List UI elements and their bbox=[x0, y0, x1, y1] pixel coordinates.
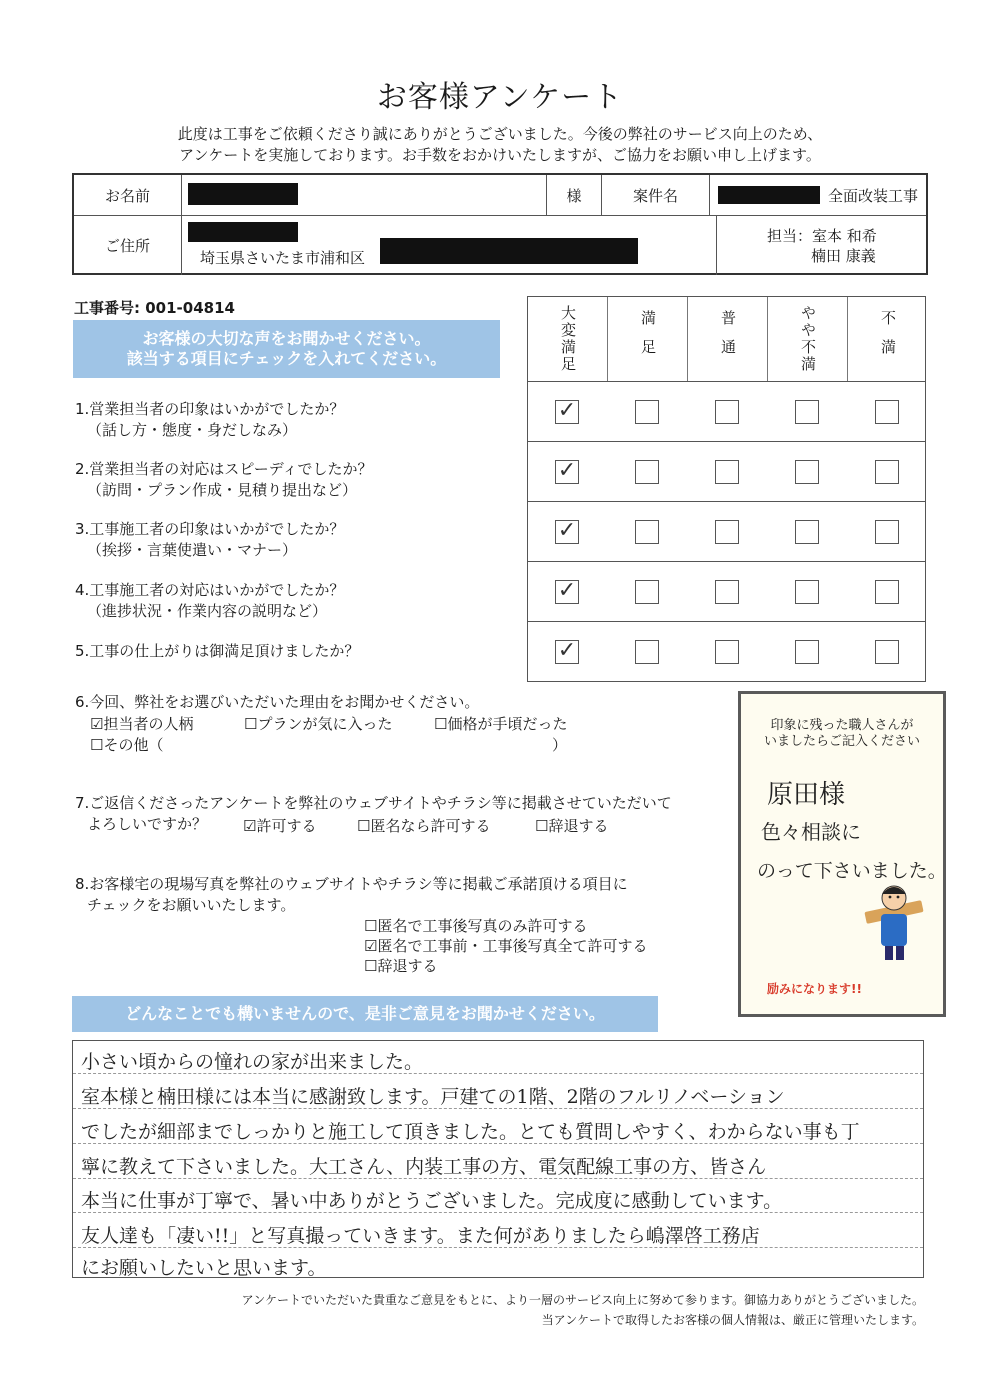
q6-option-2-label: プランが気に入った bbox=[257, 715, 393, 733]
staff-line-1: 担当：室本 和希 bbox=[767, 226, 877, 245]
q7-option-3-label: 辞退する bbox=[548, 817, 609, 835]
q8-option-2[interactable] bbox=[364, 935, 647, 956]
q6-option-1-label: 担当者の人柄 bbox=[103, 715, 194, 733]
checkbox-mark[interactable]: ☑ bbox=[243, 817, 257, 835]
rating-checkbox[interactable] bbox=[715, 460, 739, 484]
q8-option-3[interactable] bbox=[364, 955, 437, 976]
question-7-line-2: よろしいですか？ bbox=[87, 815, 208, 833]
rating-checkbox[interactable] bbox=[635, 580, 659, 604]
honorific-label: 様 bbox=[547, 175, 602, 215]
question-5-text: 5.工事の仕上がりは御満足頂けましたか？ bbox=[75, 642, 360, 660]
project-field bbox=[710, 175, 926, 215]
comment-box bbox=[72, 1040, 924, 1278]
q7-option-1-label: 許可する bbox=[256, 817, 317, 835]
craftsman-heading-2: いましたらご記入ください bbox=[763, 734, 920, 749]
rating-header-neutral: 普通 bbox=[719, 310, 737, 368]
rating-checkbox[interactable] bbox=[875, 640, 899, 664]
project-redaction bbox=[718, 186, 820, 204]
q7-option-3[interactable] bbox=[535, 815, 608, 836]
rating-checkbox[interactable] bbox=[715, 400, 739, 424]
question-2 bbox=[75, 459, 373, 501]
staff-line-2: 楠田 康義 bbox=[811, 246, 876, 265]
question-1 bbox=[75, 399, 344, 441]
question-4-sub: （進捗状況・作業内容の説明など） bbox=[87, 602, 328, 620]
q6-option-3-label: 価格が手頃だった bbox=[447, 715, 568, 733]
checkbox-mark[interactable]: ☐ bbox=[364, 957, 378, 975]
checkbox-mark[interactable]: ☐ bbox=[357, 817, 371, 835]
rating-checkbox[interactable] bbox=[795, 520, 819, 544]
instruction-banner bbox=[73, 320, 500, 378]
q8-option-3-label: 辞退する bbox=[377, 957, 438, 975]
name-label: お名前 bbox=[74, 175, 182, 215]
rating-grid bbox=[527, 296, 926, 682]
q7-option-2-label: 匿名なら許可する bbox=[370, 817, 491, 835]
rating-header-very-satisfied: 大変満足 bbox=[559, 305, 577, 373]
craftsman-heading bbox=[741, 718, 943, 750]
banner-line-2: 該当する項目にチェックを入れてください。 bbox=[126, 349, 447, 368]
checkbox-mark[interactable]: ☑ bbox=[364, 937, 378, 955]
checkbox-mark[interactable]: ☐ bbox=[535, 817, 549, 835]
q6-option-2[interactable] bbox=[244, 713, 392, 734]
question-2-text: 2.営業担当者の対応はスピーディでしたか？ bbox=[75, 460, 373, 478]
craftsman-footer: 励みになります!! bbox=[767, 982, 862, 996]
intro-line-1: 此度は工事をご依頼くださり誠にありがとうございました。今後の弊社のサービス向上のため、 bbox=[177, 125, 823, 143]
rating-checkbox[interactable] bbox=[875, 460, 899, 484]
rating-checkbox[interactable]: ✓ bbox=[555, 580, 579, 604]
q7-option-1[interactable] bbox=[243, 815, 316, 836]
q6-option-1[interactable] bbox=[90, 713, 193, 734]
rating-checkbox[interactable]: ✓ bbox=[555, 400, 579, 424]
question-2-sub: （訪問・プラン作成・見積り提出など） bbox=[87, 481, 358, 499]
rating-checkbox[interactable] bbox=[795, 400, 819, 424]
checkbox-mark[interactable]: ☑ bbox=[90, 715, 104, 733]
comment-line-3: でしたが細部までしっかりと施工して頂きました。とても質問しやすく、わからない事も丁 bbox=[81, 1121, 860, 1143]
comment-line-4: 寧に教えて下さいました。大工さん、内装工事の方、電気配線工事の方、皆さん bbox=[81, 1156, 767, 1178]
question-1-sub: （話し方・態度・身だしなみ） bbox=[87, 421, 298, 439]
staff-field bbox=[717, 216, 926, 275]
rating-checkbox[interactable] bbox=[875, 400, 899, 424]
question-8-line-2: チェックをお願いいたします。 bbox=[87, 896, 296, 914]
rating-checkbox[interactable] bbox=[715, 520, 739, 544]
rating-checkbox[interactable]: ✓ bbox=[555, 460, 579, 484]
question-3 bbox=[75, 519, 344, 561]
handwritten-name: 原田様 bbox=[767, 780, 846, 810]
rating-checkbox[interactable]: ✓ bbox=[555, 640, 579, 664]
page-title: お客様アンケート bbox=[376, 80, 624, 115]
comment-line-7: にお願いしたいと思います。 bbox=[81, 1257, 327, 1279]
project-value: 全面改装工事 bbox=[828, 187, 919, 205]
rating-checkbox[interactable] bbox=[715, 640, 739, 664]
postal-redaction bbox=[188, 222, 298, 242]
rating-checkbox[interactable] bbox=[875, 520, 899, 544]
q6-option-3[interactable] bbox=[434, 713, 567, 734]
checkbox-mark[interactable]: ☐ bbox=[244, 715, 258, 733]
rating-checkbox[interactable] bbox=[635, 520, 659, 544]
project-label: 案件名 bbox=[602, 175, 710, 215]
comment-banner: どんなことでも構いませんので、是非ご意見をお聞かせください。 bbox=[72, 996, 658, 1032]
job-number: 工事番号: 001-04814 bbox=[74, 299, 235, 317]
rating-checkbox[interactable] bbox=[795, 640, 819, 664]
question-7-line-1: 7.ご返信くださったアンケートを弊社のウェブサイトやチラシ等に掲載させていただいて bbox=[75, 794, 672, 812]
rating-checkbox[interactable] bbox=[635, 640, 659, 664]
intro-line-2: アンケートを実施しております。お手数をおかけいたしますが、ご協力をお願い申し上げます。 bbox=[179, 146, 821, 164]
footer-line-1: アンケートでいただいた貴重なご意見をもとに、より一層のサービス向上に努めて参ります。御協力ありがとうございました。 bbox=[241, 1293, 924, 1307]
checkbox-mark[interactable]: ☐ bbox=[90, 736, 104, 754]
q6-other-close: ） bbox=[552, 736, 568, 754]
rating-header-somewhat-dissatisfied: やや不満 bbox=[799, 305, 817, 373]
checkbox-mark[interactable]: ☐ bbox=[364, 917, 378, 935]
craftsman-heading-1: 印象に残った職人さんが bbox=[770, 718, 914, 733]
question-4 bbox=[75, 580, 344, 622]
q8-option-1[interactable] bbox=[364, 915, 587, 936]
rating-checkbox[interactable] bbox=[635, 460, 659, 484]
rating-header-satisfied: 満足 bbox=[639, 310, 657, 368]
rating-checkbox[interactable] bbox=[795, 580, 819, 604]
address-label: ご住所 bbox=[74, 216, 182, 275]
rating-checkbox[interactable] bbox=[795, 460, 819, 484]
q6-option-4-label: その他（ bbox=[103, 736, 164, 754]
address-value: 埼玉県さいたま市浦和区 bbox=[200, 249, 366, 267]
question-8-text bbox=[75, 874, 628, 916]
handwritten-line-3: のって下さいました。 bbox=[757, 860, 947, 882]
rating-checkbox[interactable]: ✓ bbox=[555, 520, 579, 544]
question-1-text: 1.営業担当者の印象はいかがでしたか？ bbox=[75, 400, 345, 418]
rating-checkbox[interactable] bbox=[875, 580, 899, 604]
craftsman-illustration-icon bbox=[859, 880, 929, 962]
question-5 bbox=[75, 641, 359, 662]
name-field bbox=[182, 175, 547, 215]
comment-line-2: 室本様と楠田様には本当に感謝致します。戸建ての1階、2階のフルリノベーション bbox=[81, 1086, 785, 1108]
handwritten-line-2: 色々相談に bbox=[761, 820, 861, 844]
question-3-sub: （挨拶・言葉使遣い・マナー） bbox=[87, 541, 298, 559]
q8-option-2-label: 匿名で工事前・工事後写真全て許可する bbox=[377, 937, 648, 955]
comment-line-5: 本当に仕事が丁寧で、暑い中ありがとうございました。完成度に感動しています。 bbox=[81, 1190, 783, 1212]
rating-checkbox[interactable] bbox=[635, 400, 659, 424]
q8-option-1-label: 匿名で工事後写真のみ許可する bbox=[377, 917, 588, 935]
banner-line-1: お客様の大切な声をお聞かせください。 bbox=[142, 329, 431, 348]
rating-header-dissatisfied: 不満 bbox=[879, 310, 897, 368]
intro-text bbox=[0, 124, 1000, 166]
address-redaction bbox=[380, 238, 638, 264]
checkbox-mark[interactable]: ☐ bbox=[434, 715, 448, 733]
craftsman-card bbox=[738, 691, 946, 1017]
customer-info-table bbox=[72, 173, 928, 275]
question-4-text: 4.工事施工者の対応はいかがでしたか？ bbox=[75, 581, 345, 599]
name-redaction bbox=[188, 183, 298, 205]
question-8-line-1: 8.お客様宅の現場写真を弊社のウェブサイトやチラシ等に掲載ご承諾頂ける項目に bbox=[75, 875, 628, 893]
comment-line-1: 小さい頃からの憧れの家が出来ました。 bbox=[81, 1051, 424, 1073]
address-field bbox=[182, 216, 717, 275]
comment-line-6: 友人達も「凄い!!」と写真撮っていきます。また何がありましたら嶋澤啓工務店 bbox=[81, 1225, 760, 1247]
q6-option-4[interactable] bbox=[90, 734, 163, 755]
footer-line-2: 当アンケートで取得したお客様の個人情報は、厳正に管理いたします。 bbox=[541, 1313, 924, 1327]
question-3-text: 3.工事施工者の印象はいかがでしたか？ bbox=[75, 520, 345, 538]
rating-checkbox[interactable] bbox=[715, 580, 739, 604]
question-6-text: 6.今回、弊社をお選びいただいた理由をお聞かせください。 bbox=[75, 693, 480, 711]
q7-option-2[interactable] bbox=[357, 815, 490, 836]
